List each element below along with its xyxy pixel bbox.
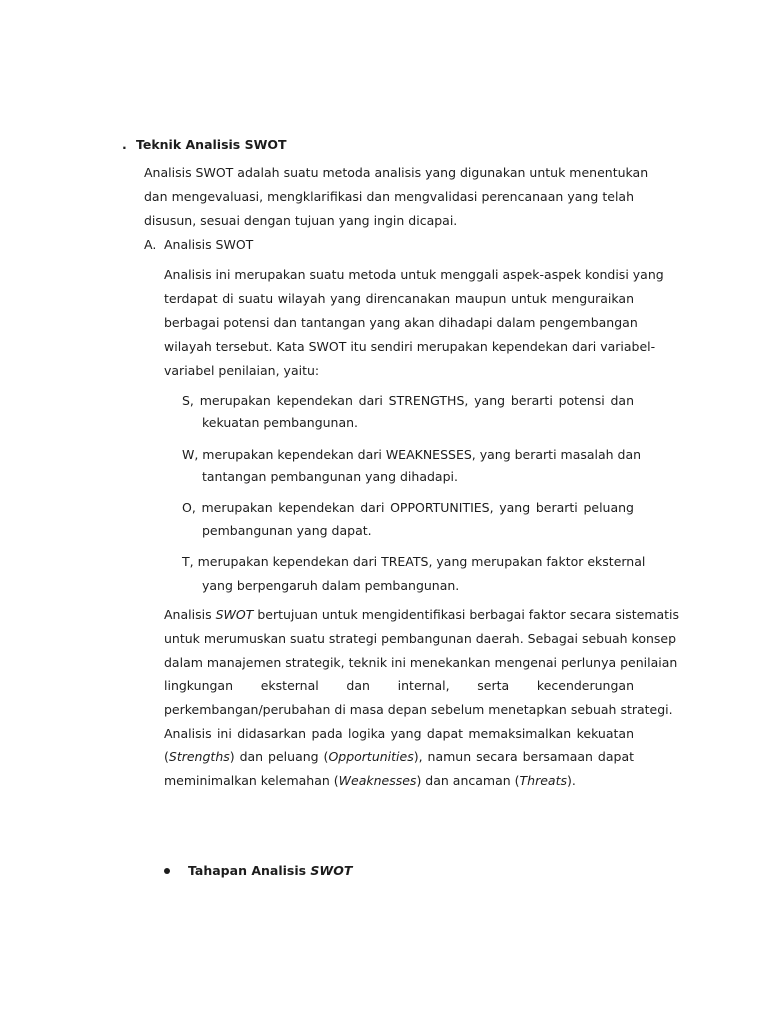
intro-line: disusun, sesuai dengan tujuan yang ingin dicapai. <box>144 213 458 228</box>
text-run: ), namun secara bersamaan dapat <box>413 749 634 764</box>
text-run: ) dan ancaman ( <box>416 773 520 788</box>
text-run: meminimalkan kelemahan ( <box>164 773 339 788</box>
swot-item-line: yang berpengaruh dalam pembangunan. <box>202 578 460 593</box>
paragraph-line <box>164 748 634 766</box>
swot-item-line: kekuatan pembangunan. <box>202 415 359 430</box>
text-run: bertujuan untuk mengidentifikasi berbagai faktor secara sistematis <box>253 607 680 622</box>
paragraph-line: wilayah tersebut. Kata SWOT itu sendiri merupakan kependekan dari variabel- <box>164 339 656 354</box>
bullet-heading <box>188 862 488 880</box>
subsection-title: Analisis SWOT <box>164 237 254 252</box>
text-run-italic: Threats <box>519 773 567 788</box>
swot-item-line: T, merupakan kependekan dari TREATS, yang merupakan faktor eksternal <box>182 554 646 569</box>
text-run-italic: Weaknesses <box>338 773 417 788</box>
swot-item-line: O, merupakan kependekan dari OPPORTUNITIES, yang berarti peluang <box>182 500 634 515</box>
intro-line: dan mengevaluasi, mengklarifikasi dan mengvalidasi perencanaan yang telah <box>144 189 634 204</box>
text-run-italic: SWOT <box>215 607 254 622</box>
text-run: Tahapan Analisis <box>188 863 311 878</box>
subsection-marker: A. <box>144 237 157 252</box>
text-run: Analisis <box>164 607 216 622</box>
paragraph-line: berbagai potensi dan tantangan yang akan dihadapi dalam pengembangan <box>164 315 638 330</box>
text-run-italic: Strengths <box>168 749 230 764</box>
text-run: ) dan peluang ( <box>229 749 329 764</box>
text-run-italic: Opportunities <box>328 749 414 764</box>
swot-item-line: W, merupakan kependekan dari WEAKNESSES, yang berarti masalah dan <box>182 447 642 462</box>
section-title: Teknik Analisis SWOT <box>136 137 287 152</box>
paragraph-line: untuk merumuskan suatu strategi pembangunan daerah. Sebagai sebuah konsep <box>164 631 677 646</box>
paragraph-line: terdapat di suatu wilayah yang direncanakan maupun untuk menguraikan <box>164 291 634 306</box>
text-run: ( <box>164 749 169 764</box>
paragraph-line: Analisis ini didasarkan pada logika yang dapat memaksimalkan kekuatan <box>164 726 634 741</box>
swot-item-line: tantangan pembangunan yang dihadapi. <box>202 469 458 484</box>
swot-item-line: S, merupakan kependekan dari STRENGTHS, yang berarti potensi dan <box>182 393 634 408</box>
section-marker: . <box>122 137 127 152</box>
paragraph-line: variabel penilaian, yaitu: <box>164 363 320 378</box>
paragraph-line: Analisis ini merupakan suatu metoda untuk menggali aspek-aspek kondisi yang <box>164 267 664 282</box>
text-run-italic: SWOT <box>310 863 353 878</box>
swot-item-line: pembangunan yang dapat. <box>202 523 372 538</box>
text-run: ). <box>566 773 576 788</box>
paragraph-line: lingkungan eksternal dan internal, serta kecenderungan <box>164 678 634 693</box>
paragraph-line <box>164 606 680 624</box>
bullet-icon <box>164 868 170 874</box>
paragraph-line <box>164 772 634 790</box>
intro-line: Analisis SWOT adalah suatu metoda analisis yang digunakan untuk menentukan <box>144 165 649 180</box>
paragraph-line: perkembangan/perubahan di masa depan sebelum menetapkan sebuah strategi. <box>164 702 673 717</box>
paragraph-line: dalam manajemen strategik, teknik ini menekankan mengenai perlunya penilaian <box>164 655 678 670</box>
